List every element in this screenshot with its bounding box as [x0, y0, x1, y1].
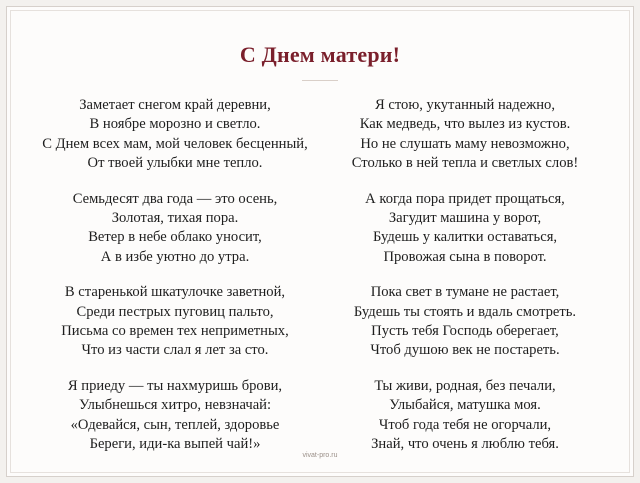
poem-line: Заметает снегом край деревни,: [79, 97, 271, 113]
poem-line: Письма со времен тех неприметных,: [61, 323, 289, 340]
poem-column-right: [315, 96, 615, 455]
poem-line: Загудит машина у ворот,: [388, 210, 542, 227]
poem-line: В ноябре морозно и светло.: [89, 116, 261, 133]
stanza: [315, 96, 615, 174]
page-title: С Днем матери!: [239, 42, 401, 67]
poem-column-left: [25, 96, 325, 455]
poem-line: В старенькой шкатулочке заветной,: [64, 284, 286, 301]
poem-line: Знай, что очень я люблю тебя.: [371, 436, 559, 453]
poem-line: А когда пора придет прощаться,: [365, 190, 565, 207]
poem-line: Чтоб года тебя не огорчали,: [378, 416, 552, 433]
poem-line: «Одевайся, сын, теплей, здоровье: [70, 416, 280, 433]
poem-line: Чтоб душою век не постареть.: [370, 342, 560, 359]
title-divider: [302, 80, 338, 81]
poem-line: Как медведь, что вылез из кустов.: [359, 116, 571, 133]
poem-line: Ветер в небе облако уносит,: [88, 229, 262, 246]
stanza: [315, 377, 615, 455]
poem-line: Семьдесят два года — это осень,: [72, 190, 278, 207]
site-watermark: vivat-pro.ru: [302, 452, 338, 459]
poem-line: Улыбайся, матушка моя.: [389, 397, 541, 414]
poem-line: Ты живи, родная, без печали,: [374, 377, 556, 394]
poem-line: С Днем всех мам, мой человек бесценный,: [42, 135, 308, 152]
poem-line: Столько в ней тепла и светлых слов!: [351, 155, 579, 172]
poem-line: Пусть тебя Господь оберегает,: [371, 323, 559, 340]
poem-line: А в избе уютно до утра.: [100, 248, 250, 265]
poem-line: Будешь у калитки оставаться,: [372, 229, 558, 246]
poem-line: Будешь ты стоять и вдаль смотреть.: [353, 303, 577, 320]
poem-line: Золотая, тихая пора.: [111, 210, 239, 227]
stanza: [315, 283, 615, 361]
stanza: [315, 190, 615, 268]
poem-line: Что из части слал я лет за сто.: [81, 342, 269, 359]
stanza: [25, 377, 325, 455]
poem-line: Провожая сына в поворот.: [383, 248, 547, 265]
poem-line: Но не слушать маму невозможно,: [360, 135, 570, 152]
stanza: [25, 96, 325, 174]
poem-line: Среди пестрых пуговиц пальто,: [76, 303, 274, 320]
poem-line: Пока свет в тумане не растает,: [370, 284, 560, 301]
poem-line: Я приеду — ты нахмуришь брови,: [67, 377, 283, 394]
stanza: [25, 190, 325, 268]
poem-line: Улыбнешься хитро, невзначай:: [78, 397, 272, 414]
poem-line: Я стою, укутанный надежно,: [375, 97, 555, 113]
stanza: [25, 283, 325, 361]
poem-line: От твоей улыбки мне тепло.: [87, 155, 263, 172]
poem-line: Береги, иди-ка выпей чай!»: [89, 436, 261, 453]
